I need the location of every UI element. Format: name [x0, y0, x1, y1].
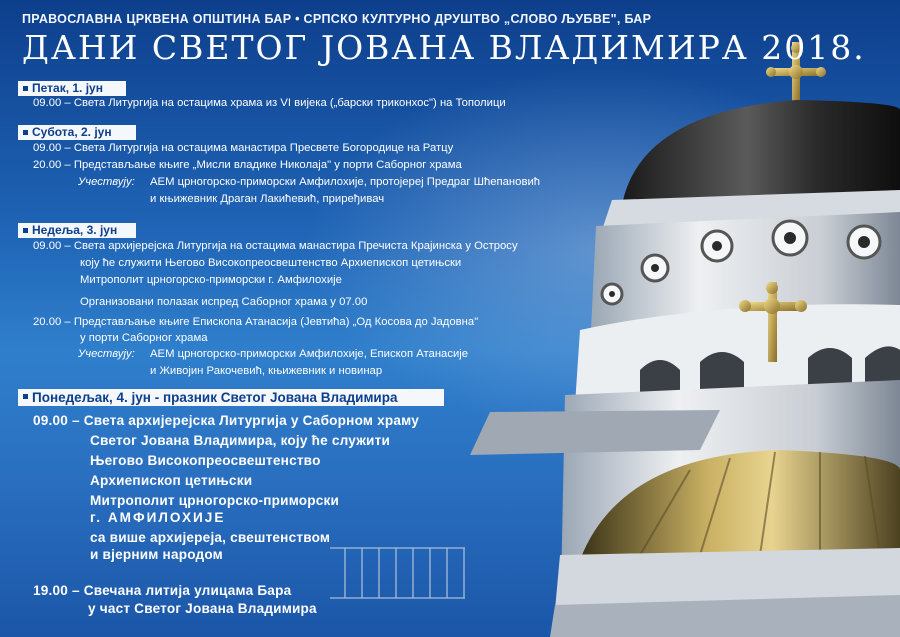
schedule-line: Светог Јована Владимира, коју ће служити [90, 433, 391, 448]
day-label-saturday: Субота, 2. јун [18, 125, 136, 140]
page-title: ДАНИ СВЕТОГ ЈОВАНА ВЛАДИМИРА 2018. [22, 28, 866, 67]
participants-text: и Живојин Ракочевић, књижевник и новинар [150, 365, 383, 377]
schedule-line: 09.00 – Света архијерејска Литургија на остацима манастира Пречиста Крајинска у Остросу [33, 240, 518, 252]
schedule-line: 09.00 – Света Литургија на остацима манастира Пресвете Богородице на Ратцу [33, 142, 454, 154]
participants-label: Учествују: [78, 348, 135, 360]
participants-text: и књижевник Драган Лакићевић, приређивач [150, 193, 385, 205]
schedule-line: 19.00 – Свечана литија улицама Бара [33, 583, 292, 598]
schedule-line: у порти Саборног храма [80, 332, 208, 344]
schedule-line: Митрополит црногорско-приморски г. Амфилохије [80, 274, 342, 286]
schedule-line: коју ће служити Његово Високопреосвештенство Архиепископ цетињски [80, 257, 462, 269]
organizers-line: ПРАВОСЛАВНА ЦРКВЕНА ОПШТИНА БАР • СРПСКО КУЛТУРНО ДРУШТВО „СЛОВО ЉУБВЕ", БАР [22, 12, 652, 26]
participants-text: АЕМ црногорско-приморски Амфилохије, Епископ Атанасије [150, 348, 469, 360]
schedule-line: Његово Високопреосвештенство [90, 453, 321, 468]
schedule-line: 20.00 – Представљање књиге Епископа Атанасија (Јевтића) „Од Косова до Јадовна" [33, 316, 479, 328]
participants-text: АЕМ црногорско-приморски Амфилохије, протојереј Предраг Шћепановић [150, 176, 541, 188]
schedule-line: и вјерним народом [90, 547, 223, 562]
schedule-line: Архиепископ цетињски [90, 473, 253, 488]
schedule-line: г. АМФИЛОХИЈЕ [90, 510, 226, 525]
schedule-note: Организовани полазак испред Саборног храма у 07.00 [80, 296, 368, 308]
schedule-line: у част Светог Јована Владимира [88, 601, 317, 616]
schedule-line: 09.00 – Света архијерејска Литургија у Саборном храму [33, 413, 420, 428]
schedule-line: 20.00 – Представљање књиге „Мисли владике Николаја" у порти Саборног храма [33, 159, 462, 171]
day-label-monday: Понедељак, 4. јун - празник Светог Јована Владимира [18, 389, 444, 406]
day-label-friday: Петак, 1. јун [18, 81, 126, 96]
schedule-line: Митрополит црногорско-приморски [90, 493, 340, 508]
schedule-line: са више архијереја, свештенством [90, 530, 331, 545]
day-label-sunday: Недеља, 3. јун [18, 223, 136, 238]
participants-label: Учествују: [78, 176, 135, 188]
schedule-line: 09.00 – Света Литургија на остацима храма из VI вијека („барски триконхос") на Тополици [33, 97, 506, 109]
